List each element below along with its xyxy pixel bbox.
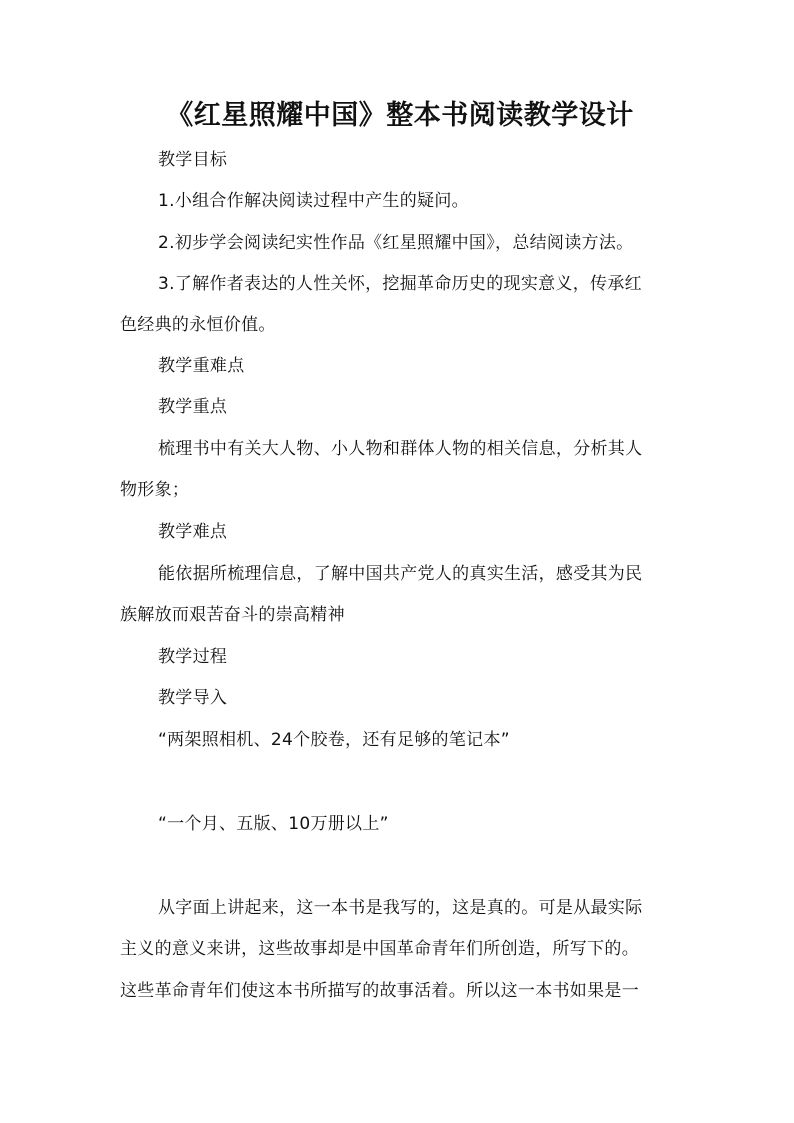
heading-teaching-process: 教学过程 [158,647,228,667]
heading-introduction: 教学导入 [158,688,228,708]
goal-item-2: 2.初步学会阅读纪实性作品《红星照耀中国》，总结阅读方法。 [158,233,634,253]
heading-key-and-difficult-points: 教学重难点 [158,356,245,376]
difficult-points-text-line-2: 族解放而艰苦奋斗的崇高精神 [120,605,345,625]
body-paragraph-line-1: 从字面上讲起来，这一本书是我写的，这是真的。可是从最实际 [158,898,643,918]
key-points-text-line-2: 物形象； [120,480,190,500]
difficult-points-text-line-1: 能依据所梳理信息，了解中国共产党人的真实生活，感受其为民 [158,564,643,584]
goal-item-3-line-1: 3.了解作者表达的人性关怀，挖掘革命历史的现实意义，传承红 [158,274,642,294]
heading-difficult-points: 教学难点 [158,522,228,542]
body-paragraph-line-2: 主义的意义来讲，这些故事却是中国革命青年们所创造，所写下的。 [120,939,639,959]
quote-cameras: “两架照相机、24个胶卷，还有足够的笔记本” [158,730,510,750]
document-title: 《红星照耀中国》整本书阅读教学设计 [166,100,634,131]
heading-teaching-goals: 教学目标 [158,150,228,170]
goal-item-3-line-2: 色经典的永恒价值。 [120,315,276,335]
key-points-text-line-1: 梳理书中有关大人物、小人物和群体人物的相关信息，分析其人 [158,439,643,459]
heading-key-points: 教学重点 [158,397,228,417]
body-paragraph-line-3: 这些革命青年们使这本书所描写的故事活着。所以这一本书如果是一 [120,981,639,1001]
quote-editions: “一个月、五版、10万册以上” [158,814,389,834]
goal-item-1: 1.小组合作解决阅读过程中产生的疑问。 [158,191,469,211]
